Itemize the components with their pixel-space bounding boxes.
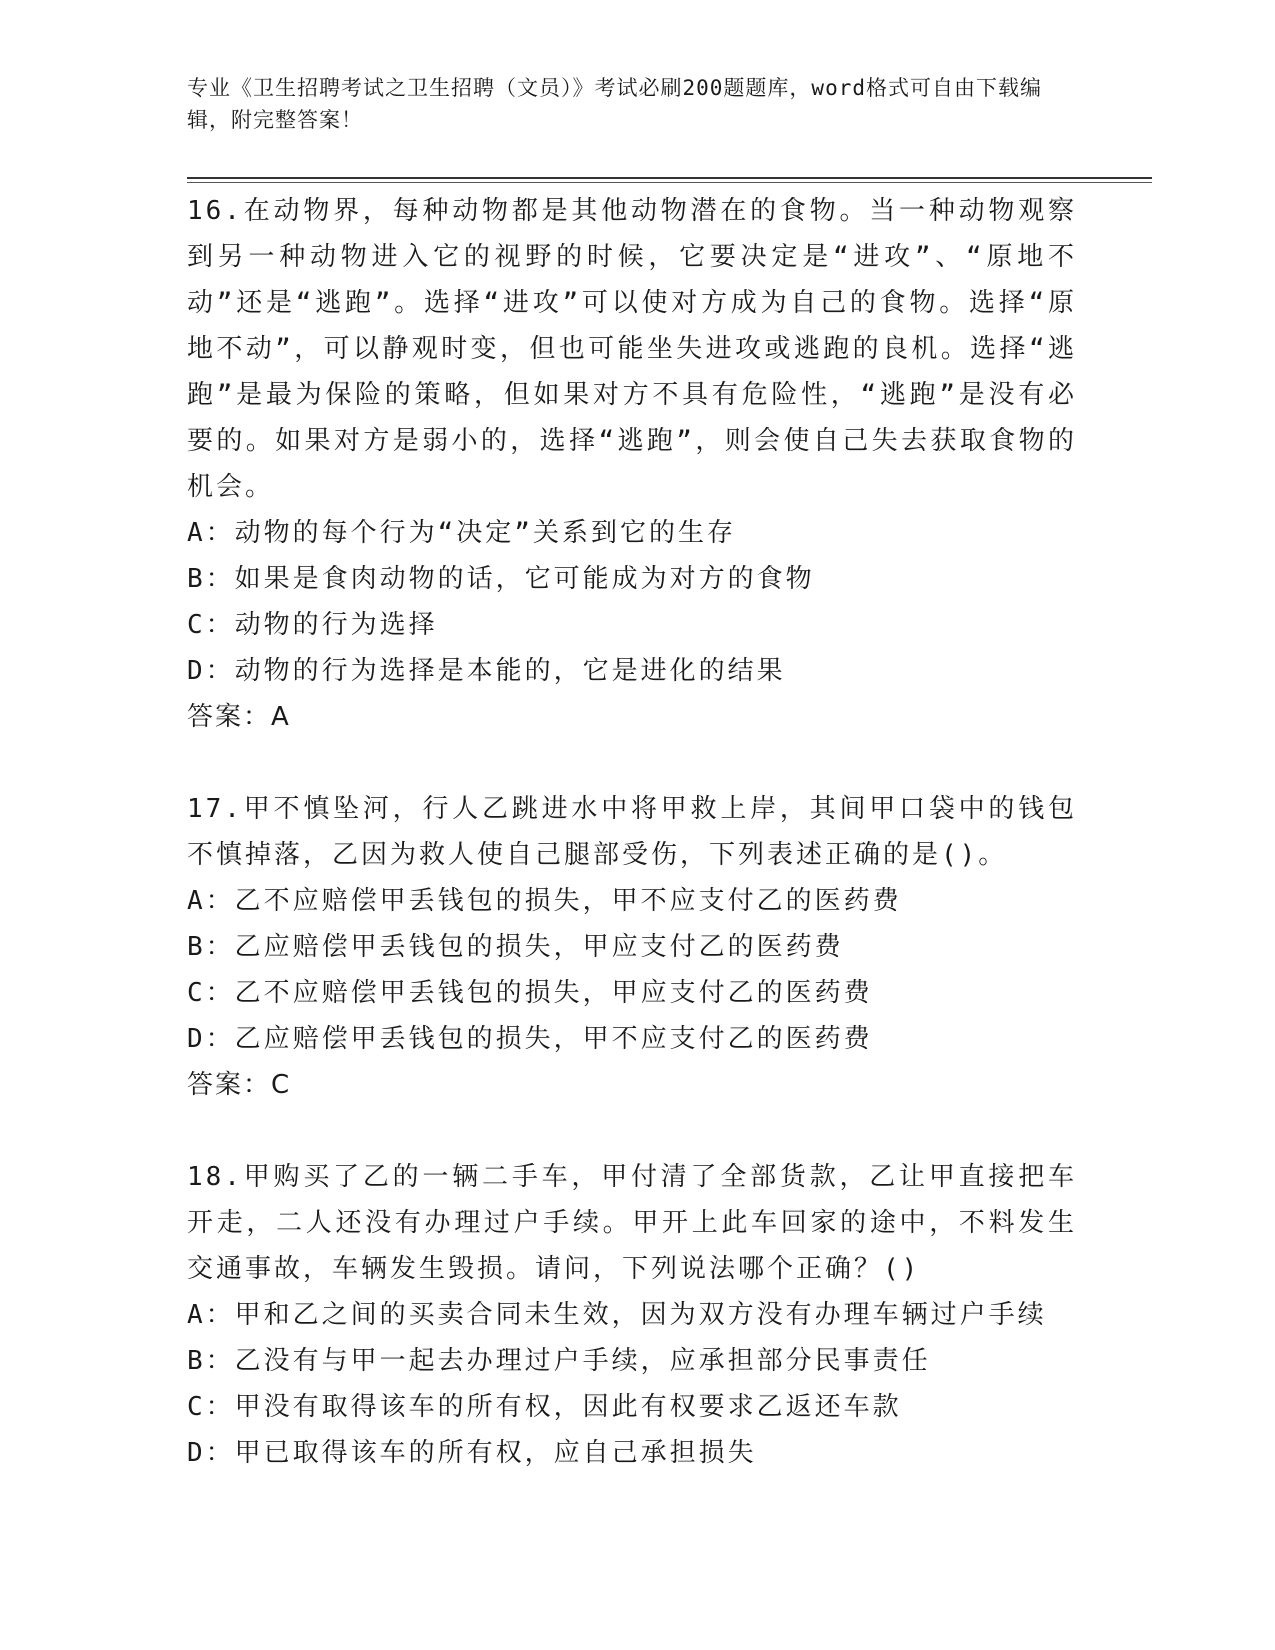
question-spacer <box>187 740 1077 786</box>
document-header: 专业《卫生招聘考试之卫生招聘（文员）》考试必刷200题题库，word格式可自由下载编辑，附完整答案！ <box>187 76 1042 132</box>
question-spacer <box>187 1108 1077 1154</box>
option-c: C：动物的行为选择 <box>187 610 438 640</box>
option-b: B：乙应赔偿甲丢钱包的损失，甲应支付乙的医药费 <box>187 932 844 962</box>
question-18 <box>187 1154 1077 1476</box>
question-stem: 17.甲不慎坠河，行人乙跳进水中将甲救上岸，其间甲口袋中的钱包不慎掉落，乙因为救人使自己腿部受伤，下列表述正确的是()。 <box>187 794 1077 870</box>
option-a: A：动物的每个行为“决定”关系到它的生存 <box>187 518 736 548</box>
header-rule-thick <box>187 177 1152 179</box>
option-c: C：乙不应赔偿甲丢钱包的损失，甲应支付乙的医药费 <box>187 978 873 1008</box>
option-a: A：甲和乙之间的买卖合同未生效，因为双方没有办理车辆过户手续 <box>187 1300 1047 1330</box>
question-17 <box>187 786 1077 1108</box>
option-d: D：动物的行为选择是本能的，它是进化的结果 <box>187 656 786 686</box>
option-c: C：甲没有取得该车的所有权，因此有权要求乙返还车款 <box>187 1392 902 1422</box>
answer-label: 答案：A <box>187 702 291 732</box>
option-b: B：乙没有与甲一起去办理过户手续，应承担部分民事责任 <box>187 1346 931 1376</box>
question-stem: 16.在动物界，每种动物都是其他动物潜在的食物。当一种动物观察到另一种动物进入它的视野的时候，它要决定是“进攻”、“原地不动”还是“逃跑”。选择“进攻”可以使对方成为自己的食物。选择“原地不动”，可以静观时变，但也可能坐失进攻或逃跑的良机。选择“逃跑”是最为保险的策略，但如果对方不具有危险性，“逃跑”是没有必要的。如果对方是弱小的，选择“逃跑”，则会使自己失去获取食物的机会。 <box>187 196 1077 502</box>
question-list <box>187 188 1077 1476</box>
option-a: A：乙不应赔偿甲丢钱包的损失，甲不应支付乙的医药费 <box>187 886 902 916</box>
answer-label: 答案：C <box>187 1070 292 1100</box>
option-d: D：甲已取得该车的所有权，应自己承担损失 <box>187 1438 757 1468</box>
question-stem: 18.甲购买了乙的一辆二手车，甲付清了全部货款，乙让甲直接把车开走，二人还没有办理过户手续。甲开上此车回家的途中，不料发生交通事故，车辆发生毁损。请问，下列说法哪个正确？() <box>187 1162 1077 1284</box>
question-16 <box>187 188 1077 740</box>
header-rule-thin <box>187 182 1152 183</box>
option-d: D：乙应赔偿甲丢钱包的损失，甲不应支付乙的医药费 <box>187 1024 873 1054</box>
option-b: B：如果是食肉动物的话，它可能成为对方的食物 <box>187 564 815 594</box>
